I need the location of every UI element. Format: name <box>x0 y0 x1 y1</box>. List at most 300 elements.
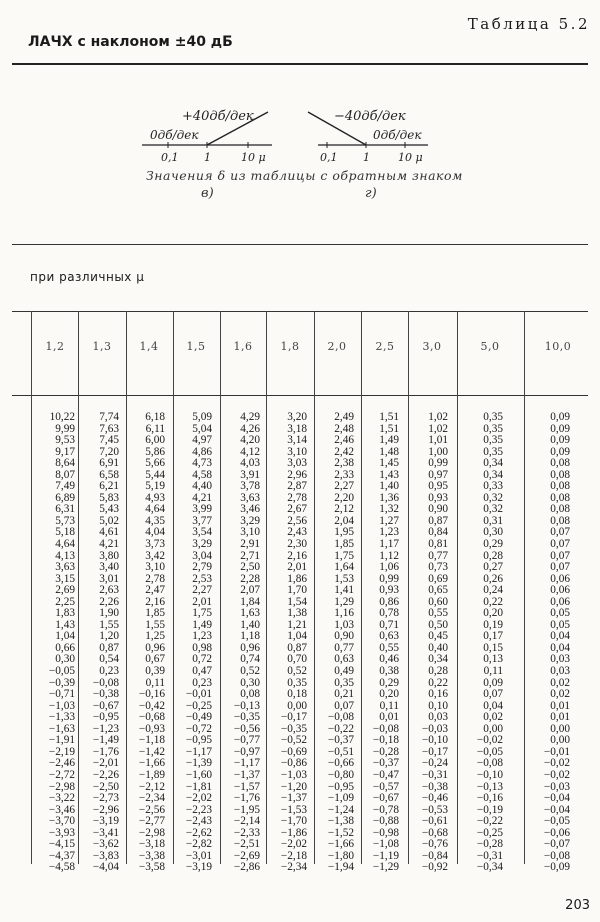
table-cell: 1,86 <box>287 572 307 585</box>
table-cell: −3,22 <box>48 792 75 805</box>
value-column <box>267 412 307 874</box>
table-cell: 0,07 <box>550 526 570 539</box>
table-cell: 0,00 <box>287 699 307 712</box>
table-cell: 0,10 <box>428 699 448 712</box>
table-cell: −2,77 <box>138 815 165 828</box>
table-cell: 0,09 <box>483 676 503 689</box>
table-cell: −0,35 <box>280 722 307 735</box>
table-cell: −0,09 <box>543 861 570 874</box>
table-cell: −2,69 <box>233 849 260 862</box>
table-cell: 0,22 <box>483 595 503 608</box>
table-cell: −0,08 <box>327 711 354 724</box>
table-cell: 0,67 <box>145 653 165 666</box>
table-cell: 0,98 <box>192 641 212 654</box>
table-cell: −0,98 <box>372 826 399 839</box>
table-cell: 0,02 <box>550 688 570 701</box>
right-tick-label-01: 0,1 <box>320 151 338 164</box>
table-cell: −0,52 <box>280 734 307 747</box>
table-cell: 1,70 <box>287 584 307 597</box>
table-cell: 0,99 <box>379 572 399 585</box>
table-cell: 0,08 <box>550 480 570 493</box>
table-cell: 3,20 <box>287 411 307 423</box>
table-cell: −3,70 <box>48 815 75 828</box>
table-cell: −2,26 <box>92 768 119 781</box>
table-cell: 5,43 <box>99 503 119 516</box>
table-cell: 0,17 <box>483 630 503 643</box>
table-cell: −0,88 <box>372 815 399 828</box>
table-cell: 0,05 <box>550 607 570 620</box>
table-cell: 6,18 <box>145 411 165 423</box>
table-cell: 0,06 <box>550 572 570 585</box>
table-cell: 3,29 <box>240 514 260 527</box>
table-cell: 6,21 <box>99 480 119 493</box>
table-cell: −1,86 <box>280 826 307 839</box>
table-cell: 0,21 <box>334 688 354 701</box>
table-cell: 0,08 <box>550 457 570 470</box>
table-cell: 4,40 <box>192 480 212 493</box>
left-slope-label: +40дб/дек <box>182 109 254 124</box>
table-cell: 0,11 <box>483 665 503 678</box>
column-header: 1,2 <box>45 340 65 353</box>
page-number: 203 <box>565 898 590 913</box>
table-cell: 2,78 <box>145 572 165 585</box>
table-cell: −0,31 <box>421 768 448 781</box>
table-cell: −2,23 <box>185 803 212 816</box>
table-cell: −1,03 <box>48 699 75 712</box>
table-cell: −0,28 <box>372 745 399 758</box>
table-cell: 0,00 <box>483 722 503 735</box>
table-cell: −0,17 <box>421 745 448 758</box>
table-cell: 2,27 <box>192 584 212 597</box>
table-cell: 2,48 <box>334 422 354 435</box>
table-cell: 0,23 <box>192 676 212 689</box>
table-cell: 1,75 <box>334 549 354 562</box>
table-cell: −0,18 <box>372 734 399 747</box>
table-cell: 0,77 <box>428 549 448 562</box>
table-cell: −0,01 <box>185 688 212 701</box>
table-cell: −0,05 <box>476 745 503 758</box>
table-cell: 7,45 <box>99 434 119 447</box>
table-cell: 4,58 <box>192 468 212 481</box>
table-cell: −0,95 <box>92 711 119 724</box>
table-cell: 0,32 <box>483 491 503 504</box>
table-cell: −0,28 <box>476 838 503 851</box>
table-cell: 7,49 <box>55 480 75 493</box>
table-cell: 0,20 <box>379 688 399 701</box>
table-cell: 3,10 <box>240 526 260 539</box>
table-cell: −2,33 <box>233 826 260 839</box>
table-cell: 2,50 <box>240 561 260 574</box>
table-cell: 2,42 <box>334 445 354 458</box>
table-cell: −1,20 <box>280 780 307 793</box>
column-header: 10,0 <box>544 340 572 353</box>
table-cell: −0,80 <box>327 768 354 781</box>
table-cell: 3,15 <box>55 572 75 585</box>
table-cell: 0,34 <box>428 653 448 666</box>
table-cell: 0,29 <box>379 676 399 689</box>
table-cell: 0,30 <box>240 676 260 689</box>
table-cell: −1,91 <box>48 734 75 747</box>
table-cell: −0,38 <box>92 688 119 701</box>
table-cell: 0,35 <box>483 422 503 435</box>
table-cell: −1,19 <box>372 849 399 862</box>
table-cell: 6,58 <box>99 468 119 481</box>
table-cell: −0,86 <box>280 757 307 770</box>
value-column <box>530 412 570 874</box>
table-cell: −3,19 <box>92 815 119 828</box>
table-cell: 0,30 <box>55 653 75 666</box>
table-cell: 0,08 <box>550 503 570 516</box>
table-cell: 1,23 <box>192 630 212 643</box>
table-cell: −2,46 <box>48 757 75 770</box>
table-cell: 1,40 <box>379 480 399 493</box>
table-cell: 2,71 <box>240 549 260 562</box>
table-cell: −1,29 <box>372 861 399 874</box>
table-cell: 1,85 <box>334 538 354 551</box>
table-cell: 5,66 <box>145 457 165 470</box>
table-cell: −3,01 <box>185 849 212 862</box>
table-cell: 2,43 <box>287 526 307 539</box>
table-cell: 1,04 <box>287 630 307 643</box>
table-cell: 0,01 <box>550 711 570 724</box>
table-cell: −0,07 <box>543 838 570 851</box>
table-cell: 8,64 <box>55 457 75 470</box>
table-cell: −0,71 <box>48 688 75 701</box>
table-cell: 0,49 <box>334 665 354 678</box>
table-cell: 7,20 <box>99 445 119 458</box>
table-cell: −0,46 <box>421 792 448 805</box>
table-cell: −0,08 <box>543 849 570 862</box>
table-cell: 0,01 <box>379 711 399 724</box>
table-cell: −0,03 <box>421 722 448 735</box>
table-cell: 0,87 <box>428 514 448 527</box>
table-cell: −1,60 <box>185 768 212 781</box>
table-cell: 2,20 <box>334 491 354 504</box>
table-cell: 0,00 <box>550 722 570 735</box>
table-cell: 0,55 <box>379 641 399 654</box>
table-cell: 2,79 <box>192 561 212 574</box>
value-column <box>79 412 119 874</box>
table-cell: 1,84 <box>240 595 260 608</box>
table-cell: 0,08 <box>550 514 570 527</box>
table-cell: −1,81 <box>185 780 212 793</box>
table-cell: 0,09 <box>550 411 570 423</box>
table-cell: 0,03 <box>428 711 448 724</box>
table-cell: 4,61 <box>99 526 119 539</box>
table-cell: −0,16 <box>138 688 165 701</box>
table-cell: 0,19 <box>483 618 503 631</box>
table-cell: 1,17 <box>379 538 399 551</box>
table-cell: 2,78 <box>287 491 307 504</box>
table-cell: 2,67 <box>287 503 307 516</box>
table-cell: 1,49 <box>379 434 399 447</box>
table-cell: 0,05 <box>550 618 570 631</box>
table-cell: 3,80 <box>99 549 119 562</box>
table-cell: 6,89 <box>55 491 75 504</box>
table-cell: −0,95 <box>185 734 212 747</box>
table-cell: −3,18 <box>138 838 165 851</box>
table-cell: 6,31 <box>55 503 75 516</box>
table-cell: 2,47 <box>145 584 165 597</box>
table-cell: 0,23 <box>99 665 119 678</box>
table-cell: 0,28 <box>483 549 503 562</box>
table-cell: 0,08 <box>550 491 570 504</box>
table-cell: 1,00 <box>428 445 448 458</box>
table-cell: −1,95 <box>233 803 260 816</box>
table-cell: 6,00 <box>145 434 165 447</box>
table-cell: 4,12 <box>240 445 260 458</box>
table-cell: 2,04 <box>334 514 354 527</box>
table-cell: 1,04 <box>55 630 75 643</box>
table-cell: 0,07 <box>550 538 570 551</box>
right-base-label: 0дб/дек <box>373 128 422 142</box>
value-column <box>463 412 503 874</box>
table-cell: 1,43 <box>379 468 399 481</box>
table-cell: 4,93 <box>145 491 165 504</box>
table-cell: 0,09 <box>550 422 570 435</box>
table-cell: −0,49 <box>185 711 212 724</box>
table-cell: 2,53 <box>192 572 212 585</box>
table-cell: 8,07 <box>55 468 75 481</box>
table-cell: −0,05 <box>543 815 570 828</box>
table-cell: −0,53 <box>421 803 448 816</box>
table-cell: 2,96 <box>287 468 307 481</box>
right-tick-label-1: 1 <box>363 151 370 164</box>
table-cell: −3,38 <box>138 849 165 862</box>
table-cell: 0,04 <box>483 699 503 712</box>
column-divider <box>524 311 525 864</box>
table-cell: 2,25 <box>55 595 75 608</box>
table-cell: 0,50 <box>428 618 448 631</box>
table-cell: 1,18 <box>240 630 260 643</box>
table-cell: 2,69 <box>55 584 75 597</box>
table-cell: 0,28 <box>428 665 448 678</box>
table-cell: −0,06 <box>543 826 570 839</box>
table-cell: −0,56 <box>233 722 260 735</box>
table-cell: 1,40 <box>240 618 260 631</box>
table-cell: 0,06 <box>550 584 570 597</box>
table-cell: −2,12 <box>138 780 165 793</box>
table-cell: 0,15 <box>483 641 503 654</box>
table-cell: 2,12 <box>334 503 354 516</box>
table-cell: −0,03 <box>543 780 570 793</box>
table-cell: 2,07 <box>240 584 260 597</box>
table-cell: 1,06 <box>379 561 399 574</box>
column-header: 1,4 <box>139 340 159 353</box>
table-cell: −0,02 <box>543 768 570 781</box>
table-cell: −1,63 <box>48 722 75 735</box>
table-cell: −0,76 <box>421 838 448 851</box>
table-cell: 0,16 <box>428 688 448 701</box>
table-cell: 6,91 <box>99 457 119 470</box>
table-cell: −2,96 <box>92 803 119 816</box>
table-cell: 5,19 <box>145 480 165 493</box>
table-cell: −0,05 <box>48 665 75 678</box>
table-cell: 0,20 <box>483 607 503 620</box>
table-cell: 2,30 <box>287 538 307 551</box>
table-cell: −0,47 <box>372 768 399 781</box>
table-cell: 3,99 <box>192 503 212 516</box>
table-cell: −0,67 <box>372 792 399 805</box>
left-tick-label-10: 10 μ <box>241 151 266 164</box>
table-cell: −2,72 <box>48 768 75 781</box>
table-cell: 0,35 <box>334 676 354 689</box>
table-cell: −0,04 <box>543 803 570 816</box>
table-cell: −3,93 <box>48 826 75 839</box>
table-cell: −0,25 <box>185 699 212 712</box>
table-cell: 0,13 <box>483 653 503 666</box>
table-cell: 0,26 <box>483 572 503 585</box>
table-cell: 10,22 <box>49 411 75 423</box>
table-cell: 0,02 <box>483 711 503 724</box>
table-cell: 4,97 <box>192 434 212 447</box>
table-cell: 1,41 <box>334 584 354 597</box>
table-cell: −0,17 <box>280 711 307 724</box>
table-cell: −1,57 <box>233 780 260 793</box>
table-cell: −0,10 <box>476 768 503 781</box>
table-cell: 1,27 <box>379 514 399 527</box>
table-cell: 0,84 <box>428 526 448 539</box>
mu-subheader: при различных μ <box>30 270 145 284</box>
table-cell: −0,35 <box>233 711 260 724</box>
table-cell: 0,04 <box>550 641 570 654</box>
table-cell: −1,66 <box>138 757 165 770</box>
table-cell: 2,46 <box>334 434 354 447</box>
value-column <box>359 412 399 874</box>
column-header: 3,0 <box>422 340 442 353</box>
table-cell: 0,11 <box>379 699 399 712</box>
table-cell: 0,87 <box>99 641 119 654</box>
table-cell: 2,38 <box>334 457 354 470</box>
table-cell: −0,69 <box>280 745 307 758</box>
table-cell: 4,26 <box>240 422 260 435</box>
table-cell: −0,13 <box>233 699 260 712</box>
column-header: 1,8 <box>280 340 300 353</box>
table-cell: 0,31 <box>483 514 503 527</box>
table-cell: −1,37 <box>280 792 307 805</box>
table-cell: −4,58 <box>48 861 75 874</box>
table-cell: −2,51 <box>233 838 260 851</box>
table-cell: 4,29 <box>240 411 260 423</box>
table-cell: 2,01 <box>287 561 307 574</box>
table-cell: −2,34 <box>280 861 307 874</box>
page-title: ЛАЧХ с наклоном ±40 дБ <box>28 34 233 50</box>
table-cell: 1,51 <box>379 422 399 435</box>
table-cell: −3,62 <box>92 838 119 851</box>
table-cell: 0,09 <box>550 445 570 458</box>
table-cell: −1,24 <box>327 803 354 816</box>
table-cell: 5,83 <box>99 491 119 504</box>
table-cell: 0,45 <box>428 630 448 643</box>
table-cell: −2,02 <box>185 792 212 805</box>
table-cell: 0,96 <box>240 641 260 654</box>
table-cell: 0,07 <box>550 561 570 574</box>
table-cell: 0,34 <box>483 468 503 481</box>
table-cell: −2,98 <box>138 826 165 839</box>
table-cell: −2,01 <box>92 757 119 770</box>
table-cell: 0,04 <box>550 630 570 643</box>
table-cell: 1,02 <box>428 411 448 423</box>
table-cell: −0,72 <box>185 722 212 735</box>
table-cell: 0,60 <box>428 595 448 608</box>
table-cell: 0,29 <box>483 538 503 551</box>
table-cell: −2,62 <box>185 826 212 839</box>
table-cell: 2,56 <box>287 514 307 527</box>
table-cell: −1,89 <box>138 768 165 781</box>
table-cell: −2,18 <box>280 849 307 862</box>
table-cell: 3,29 <box>192 538 212 551</box>
value-column <box>125 412 165 874</box>
table-cell: 0,35 <box>483 434 503 447</box>
table-cell: −0,34 <box>476 861 503 874</box>
table-cell: 5,86 <box>145 445 165 458</box>
table-cell: 4,20 <box>240 434 260 447</box>
table-cell: 3,91 <box>240 468 260 481</box>
table-cell: 0,97 <box>428 468 448 481</box>
table-cell: −1,09 <box>327 792 354 805</box>
table-cell: 7,63 <box>99 422 119 435</box>
table-cell: 0,35 <box>483 445 503 458</box>
table-cell: 3,10 <box>287 445 307 458</box>
table-cell: 6,11 <box>145 422 165 435</box>
top-rule <box>12 63 588 65</box>
table-cell: 3,77 <box>192 514 212 527</box>
table-cell: −4,04 <box>92 861 119 874</box>
section-rule <box>12 244 588 245</box>
lafc-diagrams <box>0 92 600 176</box>
table-cell: −0,57 <box>372 780 399 793</box>
table-cell: 0,63 <box>379 630 399 643</box>
table-cell: 9,17 <box>55 445 75 458</box>
table-cell: 0,00 <box>550 734 570 747</box>
table-cell: 2,33 <box>334 468 354 481</box>
column-header: 5,0 <box>480 340 500 353</box>
table-cell: 0,66 <box>55 641 75 654</box>
table-cell: 0,35 <box>483 411 503 423</box>
table-cell: 1,49 <box>192 618 212 631</box>
table-cell: 0,90 <box>428 503 448 516</box>
table-cell: 0,27 <box>483 561 503 574</box>
table-cell: 4,86 <box>192 445 212 458</box>
table-cell: 0,46 <box>379 653 399 666</box>
table-cell: 0,73 <box>428 561 448 574</box>
table-cell: 1,83 <box>55 607 75 620</box>
table-cell: −0,04 <box>543 792 570 805</box>
table-cell: 0,06 <box>550 595 570 608</box>
table-cell: 0,99 <box>428 457 448 470</box>
table-cell: −0,31 <box>476 849 503 862</box>
left-tick-label-1: 1 <box>204 151 211 164</box>
table-cell: 0,74 <box>240 653 260 666</box>
table-cell: −2,98 <box>48 780 75 793</box>
table-cell: 1,95 <box>334 526 354 539</box>
table-cell: −3,41 <box>92 826 119 839</box>
table-cell: 1,03 <box>334 618 354 631</box>
table-cell: −1,18 <box>138 734 165 747</box>
table-cell: −0,02 <box>476 734 503 747</box>
table-cell: −0,61 <box>421 815 448 828</box>
table-cell: 1,29 <box>334 595 354 608</box>
table-cell: 2,27 <box>334 480 354 493</box>
table-cell: −0,13 <box>476 780 503 793</box>
table-cell: 0,93 <box>379 584 399 597</box>
table-cell: −0,19 <box>476 803 503 816</box>
table-cell: −3,46 <box>48 803 75 816</box>
table-cell: 1,48 <box>379 445 399 458</box>
table-header-bottom-rule <box>12 395 588 396</box>
table-cell: 0,86 <box>379 595 399 608</box>
value-column <box>408 412 448 874</box>
